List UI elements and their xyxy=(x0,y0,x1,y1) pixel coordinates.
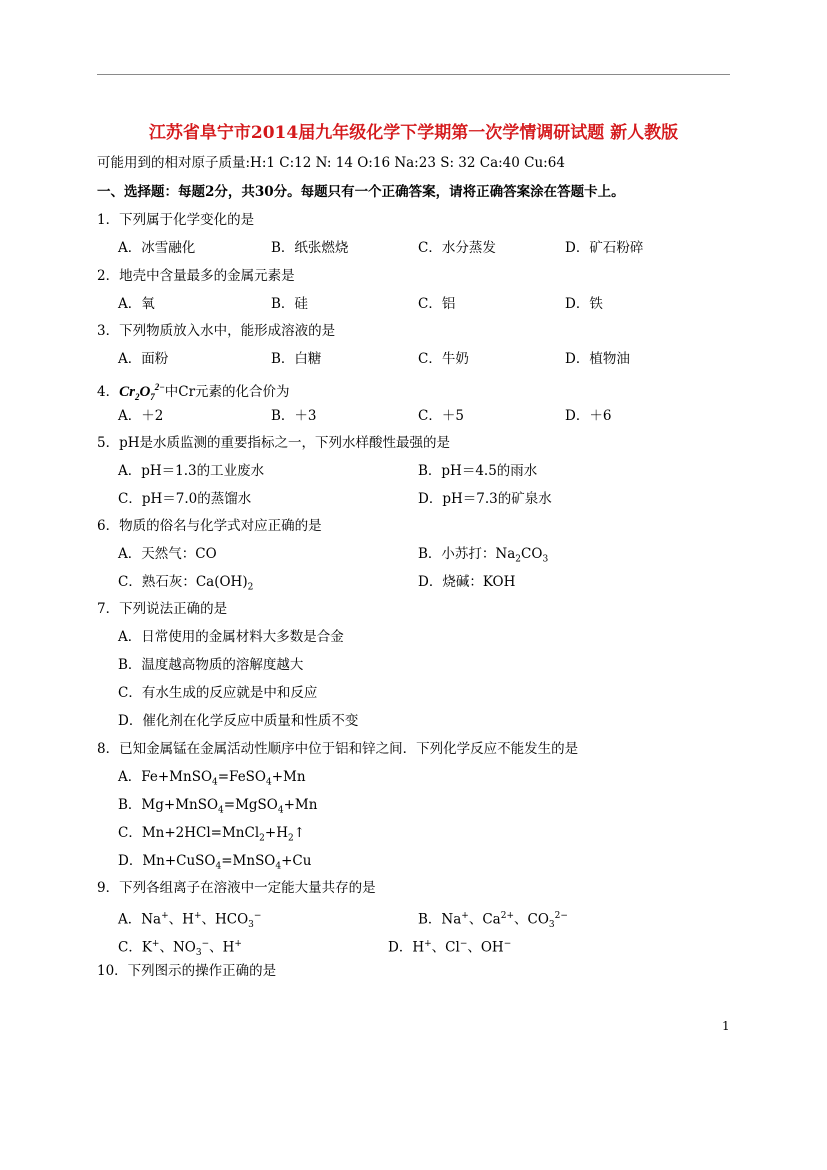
question-6-option-d: D．烧碱：KOH xyxy=(418,574,516,590)
question-2-option-a: A．氧 xyxy=(118,296,155,312)
question-6-option-c: C．熟石灰：$Ca(OH)_2$ xyxy=(118,574,254,593)
header-rule xyxy=(97,74,730,75)
question-5-option-d: D．pH＝7.3的矿泉水 xyxy=(418,491,552,507)
question-2-option-d: D．铁 xyxy=(565,296,603,312)
question-10-stem: 10．下列图示的操作正确的是 xyxy=(97,963,277,979)
question-6-stem: 6．物质的俗名与化学式对应正确的是 xyxy=(97,518,322,534)
question-8-option-b: B．Mg+MnSO$_4$=MgSO$_4$+Mn xyxy=(118,797,318,816)
question-3-stem: 3．下列物质放入水中，能形成溶液的是 xyxy=(97,323,336,339)
question-1-option-d: D．矿石粉碎 xyxy=(565,240,644,256)
question-5-option-c: C．pH＝7.0的蒸馏水 xyxy=(118,491,252,507)
question-9-stem: 9．下列各组离子在溶液中一定能大量共存的是 xyxy=(97,880,376,896)
question-7-option-d: D．催化剂在化学反应中质量和性质不变 xyxy=(118,713,359,729)
question-3-option-a: A．面粉 xyxy=(118,351,169,367)
question-3-option-d: D．植物油 xyxy=(565,351,630,367)
question-6-option-b: B．小苏打：$Na_2CO_3$ xyxy=(418,546,549,565)
question-9-option-b: B．Na+、$Ca^{2+}$、$CO_3^{2-}$ xyxy=(418,911,568,931)
question-4-option-d: D．＋6 xyxy=(565,408,612,424)
question-9-option-d: D．H+、Cl−、OH− xyxy=(388,939,512,956)
question-4-text: 中Cr元素的化合价为 xyxy=(164,384,290,400)
question-4-option-a: A．＋2 xyxy=(118,408,164,424)
page-number: 1 xyxy=(722,1019,730,1033)
document-title: 江苏省阜宁市2014届九年级化学下学期第一次学情调研试题 新人教版 xyxy=(148,123,679,143)
question-9-option-c: C．K+、$NO_3^-$、H+ xyxy=(118,939,242,959)
question-4-option-b: B．＋3 xyxy=(271,408,317,424)
question-3-option-b: B．白糖 xyxy=(271,351,322,367)
question-7-option-b: B．温度越高物质的溶解度越大 xyxy=(118,657,304,673)
question-7-option-a: A．日常使用的金属材料大多数是合金 xyxy=(118,629,344,645)
question-7-stem: 7．下列说法正确的是 xyxy=(97,601,228,617)
section-heading: 一、选择题：每题2分，共30分。每题只有一个正确答案，请将正确答案涂在答题卡上。 xyxy=(97,184,625,200)
question-9-option-a: A．Na+、H+、$HCO_3^-$ xyxy=(118,911,262,931)
question-2-option-c: C．铝 xyxy=(418,296,456,312)
question-2-option-b: B．硅 xyxy=(271,296,308,312)
question-4-option-c: C．＋5 xyxy=(418,408,464,424)
atomic-mass-line: 可能用到的相对原子质量:H:1 C:12 N: 14 O:16 Na:23 S: 32 Ca:40 Cu:64 xyxy=(97,155,565,171)
question-5-option-a: A．pH＝1.3的工业废水 xyxy=(118,463,265,479)
question-4-number: 4． xyxy=(97,384,120,400)
question-3-option-c: C．牛奶 xyxy=(418,351,469,367)
question-8-stem: 8．已知金属锰在金属活动性顺序中位于铝和锌之间．下列化学反应不能发生的是 xyxy=(97,741,579,757)
question-1-stem: 1．下列属于化学变化的是 xyxy=(97,212,255,228)
question-1-option-b: B．纸张燃烧 xyxy=(271,240,349,256)
question-1-option-c: C．水分蒸发 xyxy=(418,240,496,256)
question-5-option-b: B．pH＝4.5的雨水 xyxy=(418,463,538,479)
question-8-option-a: A．Fe+MnSO$_4$=FeSO$_4$+Mn xyxy=(118,769,306,788)
question-2-stem: 2．地壳中含量最多的金属元素是 xyxy=(97,268,295,284)
question-6-option-a: A．天然气：CO xyxy=(118,546,217,562)
question-5-stem: 5．pH是水质监测的重要指标之一，下列水样酸性最强的是 xyxy=(97,435,451,451)
dichromate-formula: $Cr_2O_7^{2-}$ xyxy=(119,382,165,402)
question-1-option-a: A．冰雪融化 xyxy=(118,240,196,256)
question-7-option-c: C．有水生成的反应就是中和反应 xyxy=(118,685,318,701)
question-8-option-c: C．$Mn+2HCl=MnCl_2+H_2↑$ xyxy=(118,825,306,844)
question-8-option-d: D．Mn+CuSO$_4$=MnSO$_4$+Cu xyxy=(118,853,312,872)
question-4-stem xyxy=(97,378,290,406)
